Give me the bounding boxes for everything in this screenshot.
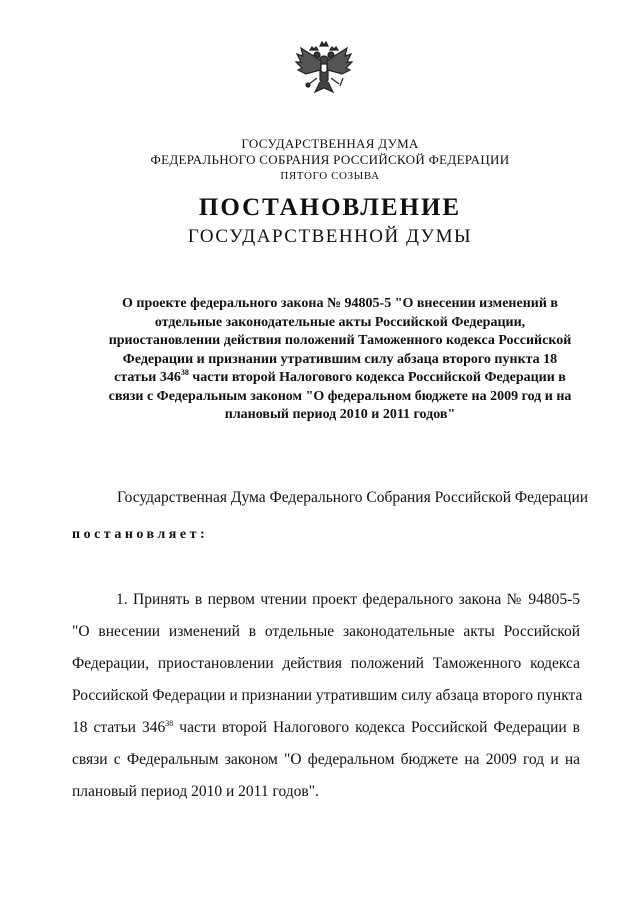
paragraph-line: "О внесении изменений в отдельные законодательные акты Российской [72, 623, 580, 640]
subject-line: плановый период 2010 и 2011 годов" [224, 407, 456, 422]
subject-line: связи с Федеральным законом "О федеральном бюджете на 2009 год и на [108, 388, 572, 404]
paragraph-text: части второй Налогового кодекса Российской Федерации в [173, 719, 580, 736]
superscript: 38 [180, 368, 189, 377]
paragraph-line: связи с Федеральным законом "О федеральном бюджете на 2009 год и на [72, 751, 580, 768]
paragraph-text: 18 статьи 346 [72, 719, 166, 736]
paragraph-line: Федерации, приостановлении действия положений Таможенного кодекса [72, 655, 580, 672]
decree-word: постановляет: [72, 527, 209, 542]
subject-line [90, 369, 590, 388]
coat-of-arms-emblem [293, 40, 355, 104]
issuer-line-1: ГОСУДАРСТВЕННАЯ ДУМА [241, 136, 419, 151]
subject-line: О проекте федерального закона № 94805-5 "О внесении изменений в [122, 296, 558, 311]
subject-line: Федерации и признании утратившим силу абзаца второго пункта 18 [122, 351, 558, 367]
paragraph-1 [72, 584, 583, 808]
paragraph-line: Российской Федерации и признании утратившим силу абзаца второго пункта [72, 687, 583, 704]
issuer-line-2: ФЕДЕРАЛЬНОГО СОБРАНИЯ РОССИЙСКОЙ ФЕДЕРАЦИИ [150, 152, 510, 167]
issuer-header [0, 136, 640, 184]
subject-line: отдельные законодательные акты Российской Федерации, [154, 314, 526, 330]
preamble-text: Государственная Дума Федерального Собрания Российской Федерации [117, 489, 589, 506]
document-title: ПОСТАНОВЛЕНИЕ [198, 194, 462, 221]
subject-text: части второй Налогового кодекса Российской Федерации в [188, 370, 566, 385]
convocation-line: ПЯТОГО СОЗЫВА [280, 170, 380, 182]
subject-text: статьи 346 [114, 370, 181, 385]
superscript: 38 [165, 719, 174, 728]
paragraph-line: 1. Принять в первом чтении проект федерального закона № 94805-5 [116, 591, 580, 608]
document-subtitle: ГОСУДАРСТВЕННОЙ ДУМЫ [187, 226, 473, 247]
document-subject [90, 295, 590, 425]
paragraph-line [72, 712, 580, 744]
paragraph-line: плановый период 2010 и 2011 годов". [72, 783, 319, 800]
subject-line: приостановлении действия положений Таможенного кодекса Российской [108, 333, 572, 348]
